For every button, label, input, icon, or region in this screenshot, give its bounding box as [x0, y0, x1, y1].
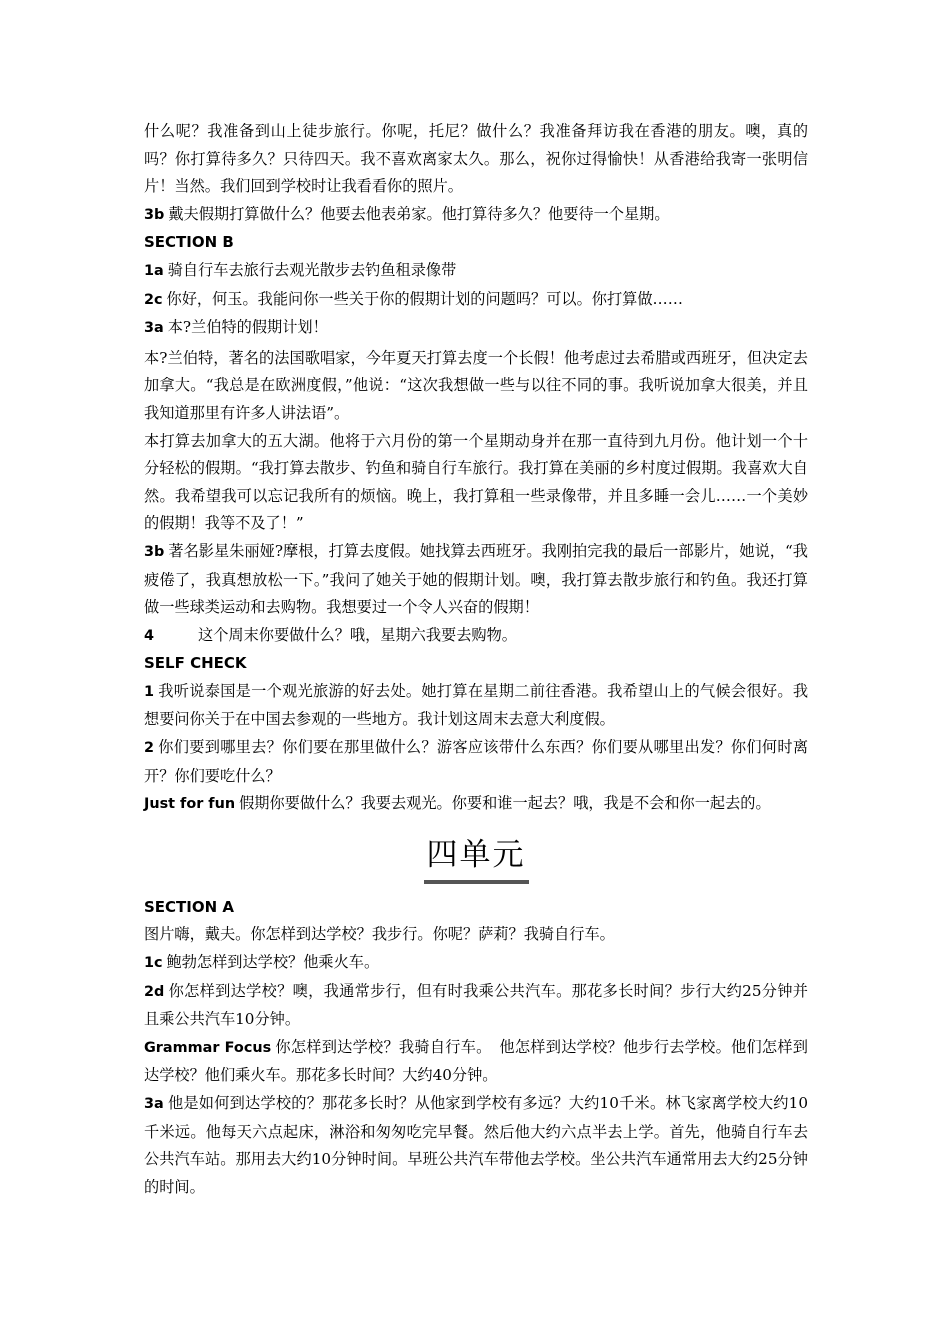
exercise-text: 他是如何到达学校的？那花多长时？从他家到学校有多远？大约10千米。林飞家离学校大约10千米远。他每天六点起床，淋浴和匆匆吃完早餐。然后他大约六点半去上学。首先，他骑自行车去公共汽车站。那用去大约10分钟时间。早班公共汽车带他去学校。坐公共汽车通常用去大约25分钟的时间。	[144, 1094, 808, 1196]
grammar-focus-paragraph	[144, 1034, 808, 1090]
unit4-1c-paragraph	[144, 949, 808, 978]
unit4-picture-paragraph: 图片嗨，戴夫。你怎样到达学校？我步行。你呢？萨莉？我骑自行车。	[144, 925, 615, 944]
unit3-3b-paragraph	[144, 201, 808, 230]
exercise-label: 1a	[144, 262, 164, 279]
exercise-label: 1c	[144, 955, 163, 972]
self-check-2-paragraph	[144, 734, 808, 790]
unit4-3a-paragraph	[144, 1090, 808, 1201]
exercise-text: 这个周末你要做什么？哦，星期六我要去购物。	[198, 625, 517, 644]
exercise-label: 3b	[144, 543, 165, 560]
exercise-text: 鲍勃怎样到达学校？他乘火车。	[166, 953, 380, 972]
ben-lambert-paragraph-1: 本?兰伯特，著名的法国歌唱家，今年夏天打算去度一个长假！他考虑过去希腊或西班牙，但决定去加拿大。“我总是在欧洲度假，”他说：“这次我想做一些与以往不同的事。我听说加拿大很美，并且我知道那里有许多人讲法语”。	[144, 348, 808, 422]
exercise-text: 你们要到哪里去？你们要在那里做什么？游客应该带什么东西？你们要从哪里出发？你们何时离开？你们要吃什么？	[144, 738, 808, 785]
self-check-1-paragraph	[144, 678, 808, 734]
exercise-label: Grammar Focus	[144, 1039, 272, 1056]
exercise-label: 2d	[144, 983, 165, 1000]
unit3-3a-paragraph	[144, 314, 808, 343]
document-body	[144, 118, 808, 1201]
exercise-label: 2c	[144, 291, 163, 308]
exercise-label: Just for fun	[144, 796, 236, 813]
exercise-label: 3b	[144, 206, 165, 223]
unit3-4-paragraph	[144, 622, 808, 651]
unit4-title-text: 四单元	[424, 833, 529, 884]
unit4-title	[144, 833, 808, 884]
unit3-2c-paragraph	[144, 286, 808, 315]
exercise-label: 3a	[144, 1096, 164, 1112]
section-b-heading: SECTION B	[144, 233, 234, 252]
exercise-text: 骑自行车去旅行去观光散步去钓鱼租录像带	[167, 260, 457, 279]
unit3-1a-paragraph	[144, 257, 808, 286]
exercise-text: 我听说泰国是一个观光旅游的好去处。她打算在星期二前往香港。我希望山上的气候会很好。我想要问你关于在中国去参观的一些地方。我计划这周末去意大利度假。	[144, 681, 808, 729]
exercise-text: 你怎样到达学校？噢，我通常步行，但有时我乘公共汽车。那花多长时间？步行大约25分钟并且乘公共汽车10分钟。	[144, 981, 808, 1029]
exercise-text: 著名影星朱丽娅?摩根，打算去度假。她找算去西班牙。我刚拍完我的最后一部影片，她说，“我疲倦了，我真想放松一下。”我问了她关于她的假期计划。噢，我打算去散步旅行和钓鱼。我还打算做一些球类运动和去购物。我想要过一个令人兴奋的假期！	[144, 541, 808, 617]
exercise-label: 1	[144, 683, 155, 700]
exercise-text: 戴夫假期打算做什么？他要去他表弟家。他打算待多久？他要待一个星期。	[168, 204, 670, 223]
exercise-label: 4	[144, 627, 155, 644]
unit3-3b-julia-paragraph	[144, 538, 808, 622]
exercise-text: 你怎样到达学校？我骑自行车。 他怎样到达学校？他步行去学校。他们怎样到达学校？他们乘火车。那花多长时间？大约40分钟。	[144, 1037, 808, 1085]
exercise-text: 假期你要做什么？我要去观光。你要和谁一起去？哦，我是不会和你一起去的。	[239, 794, 771, 813]
section-a-heading: SECTION A	[144, 897, 235, 916]
unit4-2d-paragraph	[144, 978, 808, 1034]
just-for-fun-paragraph	[144, 790, 808, 819]
exercise-label: 2	[144, 740, 155, 757]
exercise-text: 本?兰伯特的假期计划！	[167, 318, 328, 337]
exercise-text: 你好，何玉。我能问你一些关于你的假期计划的问题吗？可以。你打算做……	[166, 289, 683, 308]
unit3-intro-paragraph: 什么呢？我准备到山上徒步旅行。你呢，托尼？做什么？我准备拜访我在香港的朋友。噢，真的吗？你打算待多久？只待四天。我不喜欢离家太久。那么，祝你过得愉快！从香港给我寄一张明信片！当然。我们回到学校时让我看看你的照片。	[144, 122, 808, 196]
ben-lambert-paragraph-2: 本打算去加拿大的五大湖。他将于六月份的第一个星期动身并在那一直待到九月份。他计划一个十分轻松的假期。“我打算去散步、钓鱼和骑自行车旅行。我打算在美丽的乡村度过假期。我喜欢大自然。我希望我可以忘记我所有的烦恼。晚上，我打算租一些录像带，并且多睡一会儿……一个美妙的假期！我等不及了！”	[144, 431, 808, 533]
self-check-heading: SELF CHECK	[144, 654, 247, 673]
exercise-label: 3a	[144, 320, 164, 337]
